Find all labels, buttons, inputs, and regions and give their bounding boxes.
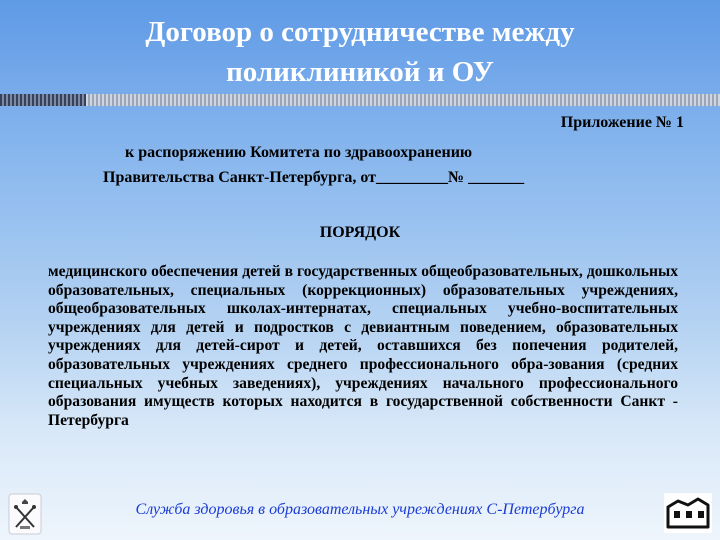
footer-caption: Служба здоровья в образовательных учреждениях С-Петербурга	[135, 501, 585, 518]
school-building-logo-icon	[664, 493, 712, 533]
st-petersburg-coat-of-arms-icon	[8, 493, 42, 535]
slide-title	[0, 12, 720, 92]
decree-line-2: Правительства Санкт-Петербурга, от_________№ _______	[103, 169, 525, 186]
divider-dark-segment	[0, 94, 86, 106]
decree-line-1: к распоряжению Комитета по здравоохранению	[125, 144, 473, 161]
appendix-label: Приложение № 1	[560, 114, 684, 131]
slide-title-line-1: Договор о сотрудничестве между	[145, 16, 575, 48]
slide-title-line-2: поликлиникой и ОУ	[226, 56, 494, 88]
document-heading: ПОРЯДОК	[319, 224, 401, 241]
document-body: медицинского обеспечения детей в государственных общеобразовательных, дошкольных образовательных, специальных (коррекционных) образовательных учреждениях, общеобразовательных школах-интернатах, специальных учебно-воспитательных учреждениях для детей и подростков с девиантным поведением, образовательных учреждениях для детей-сирот и детей, оставшихся без попечения родителей, образовательных учреждениях среднего профессионального обра-зования (средних специальных учебных заведениях), учреждениях начального профессионального образования имуществ которых находится в государственной собственности Санкт - Петербурга	[48, 263, 678, 429]
decorative-divider	[0, 94, 720, 106]
